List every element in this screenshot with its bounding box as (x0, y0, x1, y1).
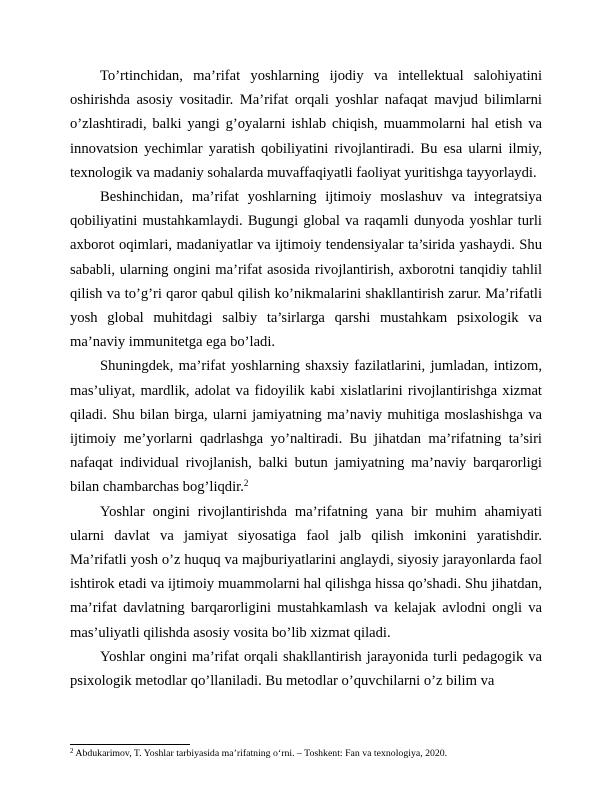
footnote-text: Abdukarimov, T. Yoshlar tarbiyasida ma’rifatning o‘rni. – Toshkent: Fan va texnologiya, 2020. (73, 748, 448, 759)
footnote-divider (70, 744, 190, 745)
footnote-marker: 2 (70, 747, 74, 755)
paragraph-fifthly: Beshinchidan, ma’rifat yoshlarning ijtimoiy moslashuv va integratsiya qobiliyatini mustahkamlaydi. Bugungi global va raqamli dunyoda yoshlar turli axborot oqimlari, madaniyatlar va ijtimoiy tendensiyalar ta’sirida yashaydi. Shu sababli, ularning ongini ma’rifat asosida rivojlantirish, axborotni tanqidiy tahlil qilish va to’g’ri qaror qabul qilish ko’nikmalarini shakllantirish zarur. Ma’rifatli yosh global muhitdagi salbiy ta’sirlarga qarshi mustahkam psixologik va ma’naviy immunitetga ega bo’ladi. (70, 189, 542, 351)
paragraph-fourthly: To’rtinchidan, ma’rifat yoshlarning ijodiy va intellektual salohiyatini oshirishda asosiy vositadir. Ma’rifat orqali yoshlar nafaqat mavjud bilimlarni o’zlashtiradi, balki yangi g’oyalarni ishlab chiqish, muammolarni hal etish va innovatsion yechimlar yaratish qobiliyatini rivojlantiradi. Bu esa ularni ilmiy, texnologik va madaniy sohalarda muvaffaqiyatli faoliyat yuritishga tayyorlaydi. (70, 68, 542, 181)
paragraph-personal-qualities (70, 354, 542, 499)
paragraph-methods: Yoshlar ongini ma’rifat orqali shakllantirish jarayonida turli pedagogik va psixologik metodlar qo’llaniladi. Bu metodlar o’quvchilarni o’z bilim va (70, 648, 542, 690)
paragraph-text: Shuningdek, ma’rifat yoshlarning shaxsiy fazilatlarini, jumladan, intizom, mas’uliyat, mardlik, adolat va fidoyilik kabi xislatlarini rivojlantirishga xizmat qiladi. Shu bilan birga, ularni jamiyatning ma’naviy muhitiga moslashishga va ijtimoiy me’yorlarni qadrlashga yo’naltiradi. Bu jihatdan ma’rifatning ta’siri nafaqat individual rivojlanish, balki butun jamiyatning ma’naviy barqarorligi bilan chambarchas bog’liqdir. (70, 358, 542, 496)
footnote-reference[interactable]: 2 (243, 478, 249, 489)
paragraph-state-policy: Yoshlar ongini rivojlantirishda ma’rifatning yana bir muhim ahamiyati ularni davlat va jamiyat siyosatiga faol jalb qilish imkonini yaratishdir. Ma’rifatli yosh o’z huquq va majburiyatlarini anglaydi, siyosiy jarayonlarda faol ishtirok etadi va ijtimoiy muammolarni hal qilishga hissa qo’shadi. Shu jihatdan, ma’rifat davlatning barqarorligini mustahkamlash va kelajak avlodni ongli va mas’uliyatli qilishda asosiy vosita bo’lib xizmat qiladi. (70, 503, 542, 641)
body-text (70, 64, 542, 693)
footnote (70, 748, 550, 760)
